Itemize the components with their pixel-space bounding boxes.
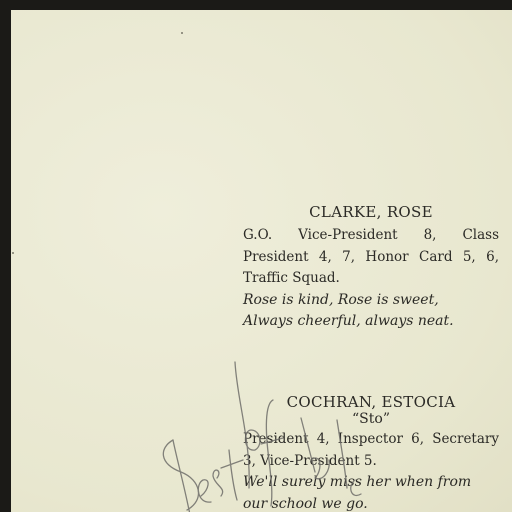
student-activities: President 4, Inspector 6, Secretary 3, Vice-President 5. bbox=[243, 431, 499, 469]
paper-speck bbox=[12, 252, 14, 254]
paper-speck bbox=[181, 32, 183, 34]
entry-cochran-estocia bbox=[243, 393, 499, 512]
entry-clarke-rose bbox=[243, 203, 499, 333]
yearbook-page bbox=[11, 10, 512, 512]
student-name: COCHRAN, ESTOCIA bbox=[286, 393, 456, 411]
student-name: CLARKE, ROSE bbox=[309, 203, 433, 221]
poem-line: our school we go. bbox=[243, 495, 368, 512]
poem-line: We'll surely miss her when from bbox=[243, 474, 472, 490]
poem-line: Always cheerful, always neat. bbox=[243, 313, 454, 329]
poem-line: Rose is kind, Rose is sweet, bbox=[243, 291, 439, 308]
student-nickname: “Sto” bbox=[352, 411, 390, 427]
student-activities: G.O. Vice-President 8, Class President 4, 7, Honor Card 5, 6, Traffic Squad. bbox=[243, 227, 499, 286]
